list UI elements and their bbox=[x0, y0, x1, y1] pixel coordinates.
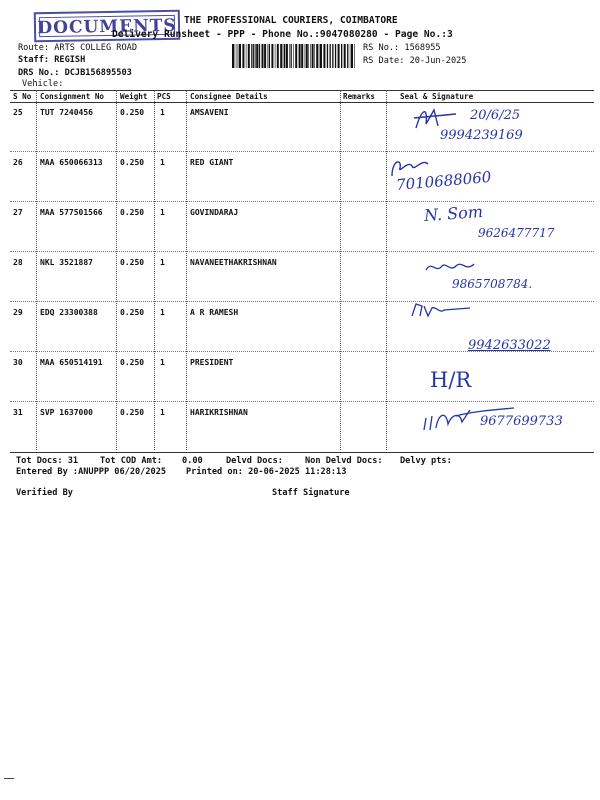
row-weight: 0.250 bbox=[120, 308, 145, 317]
signature-scribble bbox=[410, 302, 472, 320]
table-bottom-border bbox=[10, 452, 594, 453]
row-consignee: HARIKRISHNAN bbox=[190, 408, 248, 417]
row-sno: 26 bbox=[13, 158, 23, 167]
vehicle: Vehicle: bbox=[22, 79, 64, 89]
barcode-bar bbox=[314, 44, 315, 68]
signature-scribble bbox=[424, 256, 476, 278]
handwritten-phone: 9994239169 bbox=[440, 128, 523, 143]
row-weight: 0.250 bbox=[120, 258, 145, 267]
row-weight: 0.250 bbox=[120, 358, 145, 367]
row-sno: 31 bbox=[13, 408, 23, 417]
barcode-bar bbox=[239, 44, 241, 68]
handwritten-phone: 9626477717 bbox=[478, 226, 555, 240]
rs-date: RS Date: 20-Jun-2025 bbox=[363, 56, 467, 66]
table-row bbox=[10, 152, 594, 202]
row-weight: 0.250 bbox=[120, 408, 145, 417]
barcode-bar bbox=[319, 44, 320, 68]
barcode-bar bbox=[335, 44, 336, 68]
barcode-bar bbox=[354, 44, 355, 68]
signature-initials: H/R bbox=[430, 368, 472, 392]
barcode-bar bbox=[332, 44, 333, 68]
barcode-bar bbox=[262, 44, 264, 68]
runsheet-title: Delivery Runsheet - PPP - Phone No.:9047080280 - Page No.:3 bbox=[112, 29, 453, 40]
route: Route: ARTS COLLEG ROAD bbox=[18, 43, 137, 53]
barcode-bar bbox=[327, 44, 328, 68]
row-consignee: GOVINDARAJ bbox=[190, 208, 239, 217]
row-consignee: RED GIANT bbox=[190, 158, 234, 167]
barcode-bar bbox=[251, 44, 252, 68]
barcode-bar bbox=[268, 44, 269, 68]
barcode-bar bbox=[255, 44, 256, 68]
barcode bbox=[232, 44, 356, 68]
barcode-bar bbox=[305, 44, 306, 68]
verified-by: Verified By bbox=[16, 488, 73, 498]
header-consignment: Consignment No bbox=[40, 92, 105, 101]
barcode-bar bbox=[271, 44, 273, 68]
row-pcs: 1 bbox=[160, 408, 165, 417]
row-weight: 0.250 bbox=[120, 208, 145, 217]
header-sno: S No bbox=[13, 92, 32, 101]
barcode-bar bbox=[293, 44, 294, 68]
row-consignee: AMSAVENI bbox=[190, 108, 229, 117]
scan-mark bbox=[4, 778, 14, 779]
row-sno: 25 bbox=[13, 108, 23, 117]
row-consignment: MAA 650514191 bbox=[40, 358, 103, 367]
row-pcs: 1 bbox=[160, 108, 165, 117]
total-cod-value: 0.00 bbox=[182, 456, 203, 466]
barcode-bar bbox=[312, 44, 314, 68]
row-pcs: 1 bbox=[160, 258, 165, 267]
barcode-bar bbox=[299, 44, 301, 68]
row-consignee: NAVANEETHAKRISHNAN bbox=[190, 258, 277, 267]
row-weight: 0.250 bbox=[120, 108, 145, 117]
barcode-bar bbox=[237, 44, 238, 68]
barcode-bar bbox=[310, 44, 311, 68]
row-pcs: 1 bbox=[160, 358, 165, 367]
barcode-bar bbox=[295, 44, 297, 68]
rs-number: RS No.: 1568955 bbox=[363, 43, 441, 53]
barcode-bar bbox=[351, 44, 353, 68]
row-consignee: A R RAMESH bbox=[190, 308, 239, 317]
barcode-bar bbox=[289, 44, 290, 68]
barcode-bar bbox=[320, 44, 322, 68]
row-consignment: SVP 1637000 bbox=[40, 408, 93, 417]
staff: Staff: REGISH bbox=[18, 55, 86, 65]
delivery-points: Delvy pts: bbox=[400, 456, 452, 466]
row-sno: 28 bbox=[13, 258, 23, 267]
total-docs: Tot Docs: 31 bbox=[16, 456, 79, 466]
barcode-bar bbox=[341, 44, 342, 68]
barcode-bar bbox=[235, 44, 236, 68]
barcode-bar bbox=[242, 44, 244, 68]
row-pcs: 1 bbox=[160, 308, 165, 317]
barcode-bar bbox=[316, 44, 318, 68]
header-remarks: Remarks bbox=[343, 92, 376, 101]
row-sno: 29 bbox=[13, 308, 23, 317]
signature-name: N. Som bbox=[423, 201, 484, 226]
row-sno: 27 bbox=[13, 208, 23, 217]
entered-by: Entered By :ANUPPP 06/20/2025 bbox=[16, 467, 167, 477]
barcode-bar bbox=[286, 44, 288, 68]
printed-on: Printed on: 20-06-2025 11:28:13 bbox=[186, 467, 347, 477]
barcode-bar bbox=[306, 44, 308, 68]
staff-signature: Staff Signature bbox=[272, 488, 350, 498]
barcode-bar bbox=[256, 44, 258, 68]
handwritten-phone: 7010688060 bbox=[395, 167, 493, 195]
company-name: THE PROFESSIONAL COURIERS, COIMBATORE bbox=[184, 15, 398, 26]
barcode-bar bbox=[259, 44, 260, 68]
barcode-bar bbox=[347, 44, 348, 68]
barcode-bar bbox=[308, 44, 309, 68]
row-pcs: 1 bbox=[160, 208, 165, 217]
barcode-bar bbox=[291, 44, 292, 68]
handwritten-phone: 9942633022 bbox=[468, 338, 551, 353]
barcode-bar bbox=[301, 44, 303, 68]
barcode-bar bbox=[275, 44, 276, 68]
barcode-bar bbox=[248, 44, 250, 68]
barcode-bar bbox=[350, 44, 351, 68]
stamp-text: DOCUMENTS bbox=[37, 15, 177, 39]
barcode-bar bbox=[280, 44, 282, 68]
handwritten-phone: 9677699733 bbox=[480, 414, 563, 429]
header-consignee: Consignee Details bbox=[190, 92, 268, 101]
signature-date: 20/6/25 bbox=[470, 108, 521, 123]
barcode-bar bbox=[323, 44, 325, 68]
row-consignment: EDQ 23300388 bbox=[40, 308, 98, 317]
barcode-bar bbox=[269, 44, 270, 68]
table-top-border bbox=[10, 90, 594, 91]
barcode-bar bbox=[338, 44, 340, 68]
row-sno: 30 bbox=[13, 358, 23, 367]
row-consignment: MAA 650066313 bbox=[40, 158, 103, 167]
header-pcs: PCS bbox=[157, 92, 171, 101]
barcode-bar bbox=[232, 44, 234, 68]
barcode-bar bbox=[283, 44, 284, 68]
barcode-bar bbox=[344, 44, 346, 68]
row-consignment: NKL 3521887 bbox=[40, 258, 93, 267]
header-signature: Seal & Signature bbox=[400, 92, 474, 101]
barcode-bar bbox=[253, 44, 254, 68]
row-consignee: PRESIDENT bbox=[190, 358, 234, 367]
row-pcs: 1 bbox=[160, 158, 165, 167]
non-delivered-docs: Non Delvd Docs: bbox=[305, 456, 383, 466]
runsheet-table bbox=[10, 90, 594, 450]
barcode-bar bbox=[238, 44, 239, 68]
row-weight: 0.250 bbox=[120, 158, 145, 167]
handwritten-phone: 9865708784. bbox=[452, 277, 533, 291]
barcode-bar bbox=[246, 44, 247, 68]
barcode-bar bbox=[277, 44, 279, 68]
barcode-bar bbox=[330, 44, 331, 68]
row-consignment: MAA 577501566 bbox=[40, 208, 103, 217]
header-weight: Weight bbox=[120, 92, 148, 101]
table-row bbox=[10, 352, 594, 402]
drs-number: DRS No.: DCJB156895503 bbox=[18, 68, 132, 78]
total-cod-label: Tot COD Amt: bbox=[100, 456, 163, 466]
barcode-bar bbox=[284, 44, 285, 68]
barcode-bar bbox=[264, 44, 266, 68]
delivered-docs: Delvd Docs: bbox=[226, 456, 283, 466]
row-consignment: TUT 7240456 bbox=[40, 108, 93, 117]
